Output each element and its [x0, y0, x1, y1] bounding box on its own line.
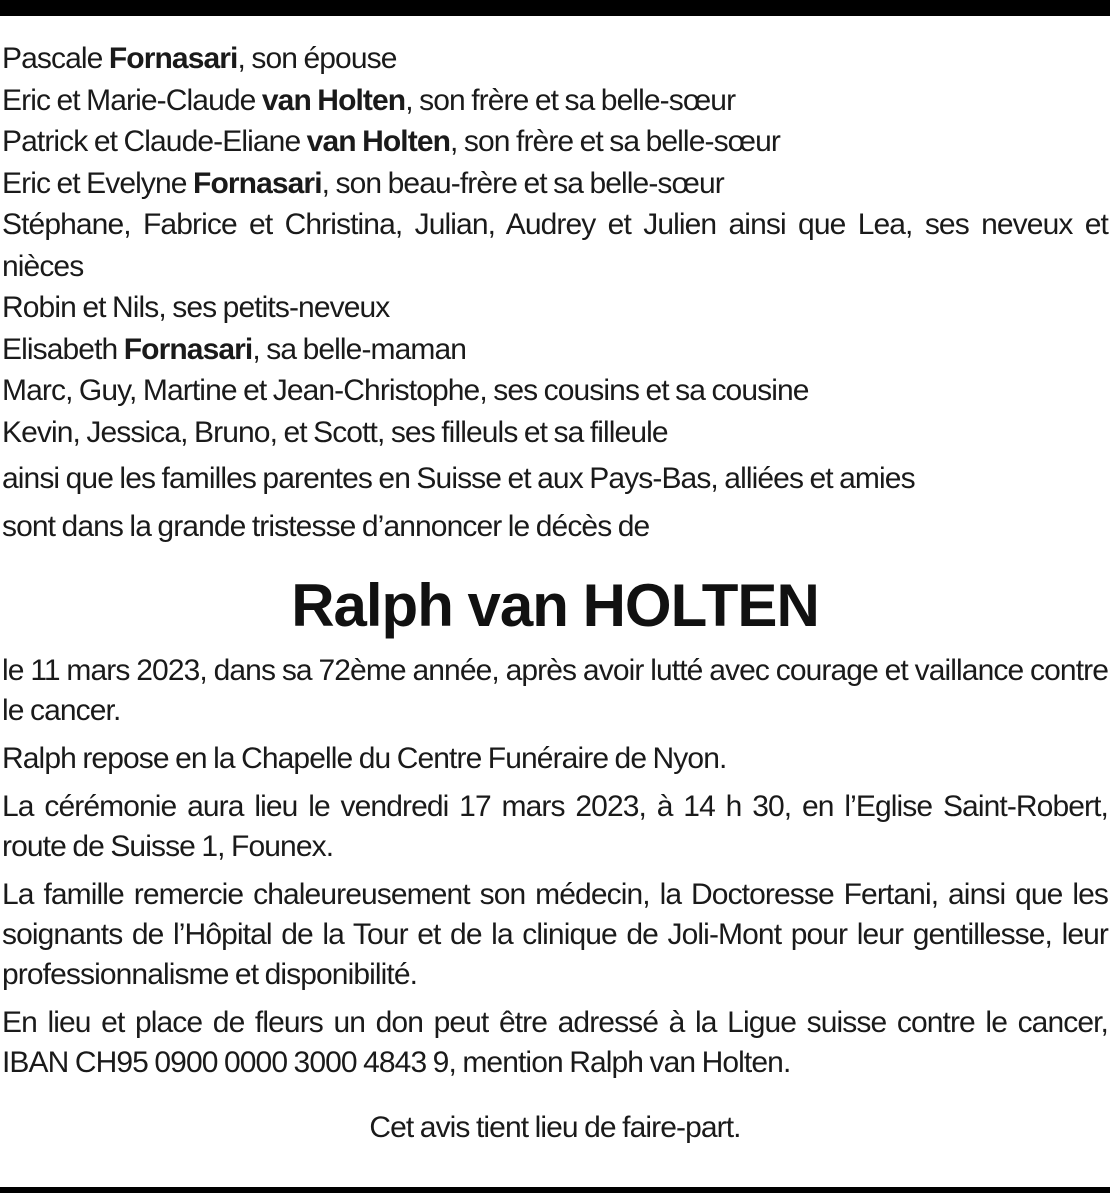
- surname: Fornasari: [193, 166, 322, 200]
- family-line: [2, 121, 1108, 163]
- surname: Fornasari: [123, 332, 253, 366]
- donation-paragraph: En lieu et place de fleurs un don peut être adressé à la Ligue suisse contre le cancer, IBAN CH95 0900 0000 3000 4843 9, mention Ralph van Holten.: [2, 1006, 1108, 1079]
- resting-place-paragraph: Ralph repose en la Chapelle du Centre Funéraire de Nyon.: [2, 742, 727, 775]
- relation: , son frère et sa belle-sœur: [405, 83, 736, 117]
- relation: Marc, Guy, Martine et Jean-Christophe, ses cousins et sa cousine: [2, 374, 809, 407]
- surname: van Holten: [306, 125, 451, 158]
- relation: Kevin, Jessica, Bruno, et Scott, ses filleuls et sa filleule: [2, 415, 668, 449]
- obituary-notice: [2, 38, 1108, 1149]
- family-line: [2, 370, 1108, 412]
- family-line: [2, 204, 1108, 287]
- ceremony-paragraph: La cérémonie aura lieu le vendredi 17 mars 2023, à 14 h 30, en l’Eglise Saint-Robert, route de Suisse 1, Founex.: [2, 790, 1108, 863]
- family-line: [2, 287, 1108, 329]
- relation: , son beau-frère et sa belle-sœur: [321, 166, 724, 200]
- given-names: Elisabeth: [2, 332, 124, 366]
- given-names: Eric et Marie-Claude: [2, 83, 262, 117]
- given-names: Patrick et Claude-Eliane: [2, 125, 307, 158]
- family-line: [2, 38, 1108, 80]
- family-line: [2, 412, 1108, 454]
- family-line: [2, 329, 1108, 371]
- deceased-name: Ralph van HOLTEN: [291, 572, 819, 639]
- family-line: [2, 80, 1108, 122]
- relation: Stéphane, Fabrice et Christina, Julian, Audrey et Julien ainsi que Lea, ses neveux et nièces: [2, 208, 1108, 283]
- family-line: [2, 163, 1108, 205]
- relation: Robin et Nils, ses petits-neveux: [2, 291, 390, 324]
- families-line: ainsi que les familles parentes en Suisse et aux Pays-Bas, alliées et amies: [2, 462, 915, 495]
- surname: Fornasari: [108, 42, 238, 75]
- surname: van Holten: [261, 83, 406, 117]
- given-names: Eric et Evelyne: [2, 166, 194, 200]
- death-details-paragraph: le 11 mars 2023, dans sa 72ème année, après avoir lutté avec courage et vaillance contre le cancer.: [2, 654, 1108, 727]
- given-names: Pascale: [2, 42, 109, 75]
- bottom-rule: [0, 1187, 1110, 1193]
- family-list: [2, 38, 1108, 453]
- announcement-line: sont dans la grande tristesse d’annoncer le décès de: [2, 509, 650, 543]
- thanks-paragraph: La famille remercie chaleureusement son médecin, la Doctoresse Fertani, ainsi que les soignants de l’Hôpital de la Tour et de la clinique de Joli-Mont pour leur gentillesse, leur professionnalisme et disponibilité.: [2, 878, 1108, 991]
- closing-line: Cet avis tient lieu de faire-part.: [369, 1111, 741, 1144]
- relation: , son épouse: [237, 42, 397, 75]
- relation: , son frère et sa belle-sœur: [450, 125, 780, 158]
- relation: , sa belle-maman: [252, 332, 467, 366]
- top-rule: [0, 0, 1110, 16]
